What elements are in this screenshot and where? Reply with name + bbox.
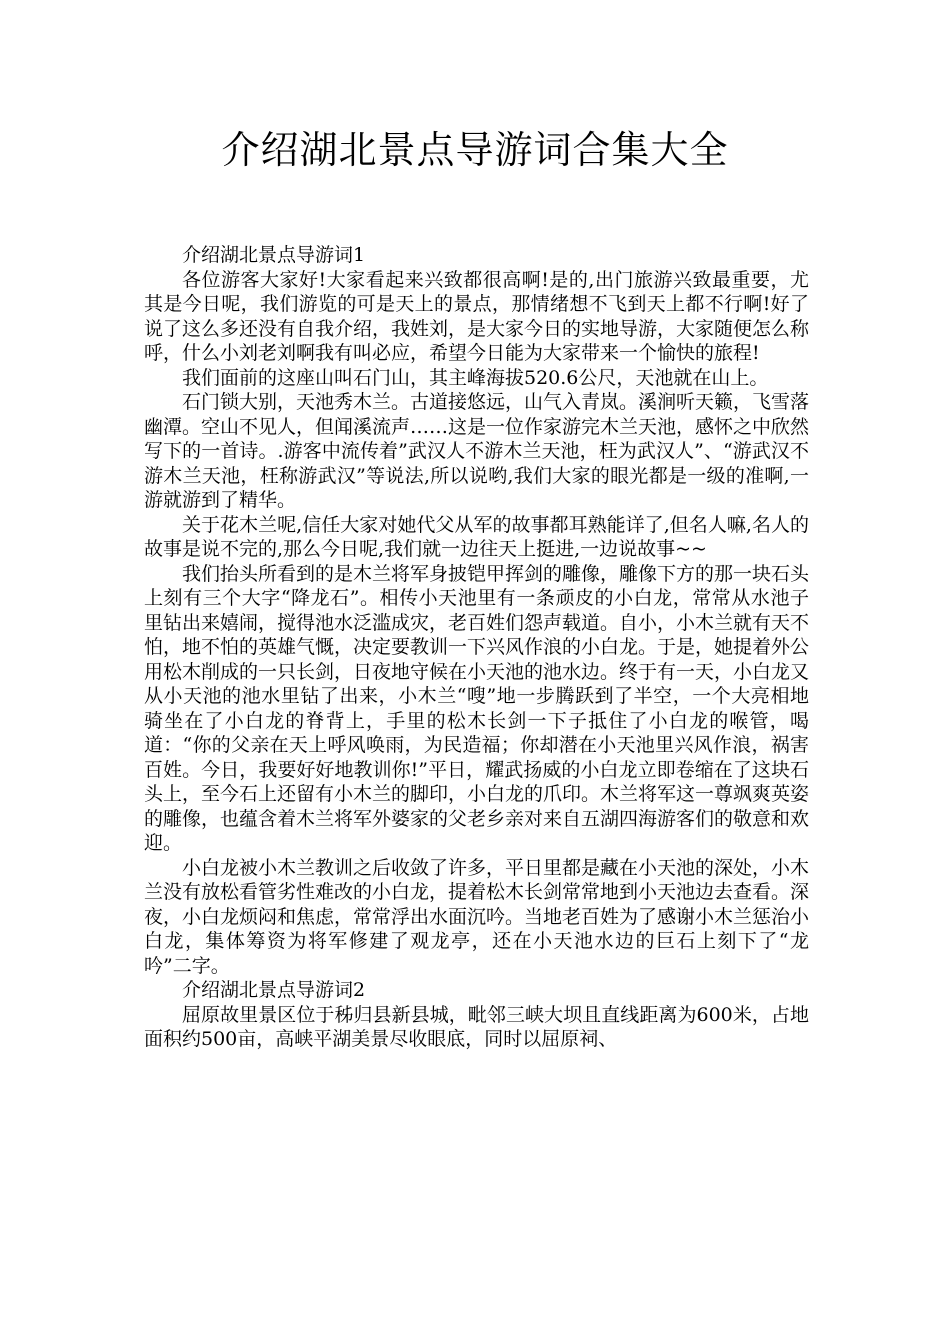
section-heading: 介绍湖北景点导游词2 (182, 979, 366, 1001)
document-title: 介绍湖北景点导游词合集大全 (221, 128, 729, 172)
paragraph: 屈原故里景区位于秭归县新县城，毗邻三峡大坝且直线距离为600米，占地面积约500亩，高峡平湖美景尽收眼底，同时以屈原祠、 (144, 1003, 809, 1050)
document-body (144, 243, 809, 1052)
paragraph: 关于花木兰呢,信任大家对她代父从军的故事都耳熟能详了,但名人嘛,名人的故事是说不完的,那么今日呢,我们就一边往天上挺进,一边说故事~~ (144, 513, 809, 560)
section-heading: 介绍湖北景点导游词1 (182, 244, 366, 266)
paragraph: 各位游客大家好!大家看起来兴致都很高啊!是的,出门旅游兴致最重要，尤其是今日呢，我们游览的可是天上的景点，那情绪想不飞到天上都不行啊!好了说了这么多还没有自我介绍，我姓刘，是大家今日的实地导游，大家随便怎么称呼，什么小刘老刘啊我有叫必应，希望今日能为大家带来一个愉快的旅程! (144, 268, 810, 364)
paragraph: 石门锁大别，天池秀木兰。古道接悠远，山气入青岚。溪涧听天籁，飞雪落幽潭。空山不见人，但闻溪流声……这是一位作家游完木兰天池，感怀之中欣然写下的一首诗。.游客中流传着”武汉人不游木兰天池，枉为武汉人”、“游武汉不游木兰天池，枉称游武汉”等说法,所以说哟,我们大家的眼光都是一级的准啊,一游就游到了精华。 (144, 391, 810, 511)
paragraph: 我们面前的这座山叫石门山，其主峰海拔520.6公尺，天池就在山上。 (182, 366, 769, 389)
paragraph: 我们抬头所看到的是木兰将军身披铠甲挥剑的雕像，雕像下方的那一块石头上刻有三个大字“降龙石”。相传小天池里有一条顽皮的小白龙，常常从水池子里钻出来嬉闹，搅得池水泛滥成灾，老百姓们怨声载道。自小，小木兰就有天不怕，地不怕的英雄气慨，决定要教训一下兴风作浪的小白龙。于是，她提着外公用松木削成的一只长剑，日夜地守候在小天池的池水边。终于有一天，小白龙又从小天池的池水里钻了出来，小木兰“嗖”地一步腾跃到了半空，一个大亮相地骑坐在了小白龙的脊背上，手里的松木长剑一下子抵住了小白龙的喉管，喝道：“你的父亲在天上呼风唤雨，为民造福；你却潜在小天池里兴风作浪，祸害百姓。今日，我要好好地教训你!”平日，耀武扬威的小白龙立即卷缩在了这块石头上，至今石上还留有小木兰的脚印，小白龙的爪印。木兰将军这一尊飒爽英姿的雕像，也蕴含着木兰将军外婆家的父老乡亲对来自五湖四海游客们的敬意和欢迎。 (144, 562, 810, 854)
paragraph: 小白龙被小木兰教训之后收敛了许多，平日里都是藏在小天池的深处，小木兰没有放松看管劣性难改的小白龙，提着松木长剑常常地到小天池边去查看。深夜，小白龙烦闷和焦虑，常常浮出水面沉吟。当地老百姓为了感谢小木兰惩治小白龙，集体筹资为将军修建了观龙亭，还在小天池水边的巨石上刻下了“龙吟”二字。 (144, 856, 810, 977)
